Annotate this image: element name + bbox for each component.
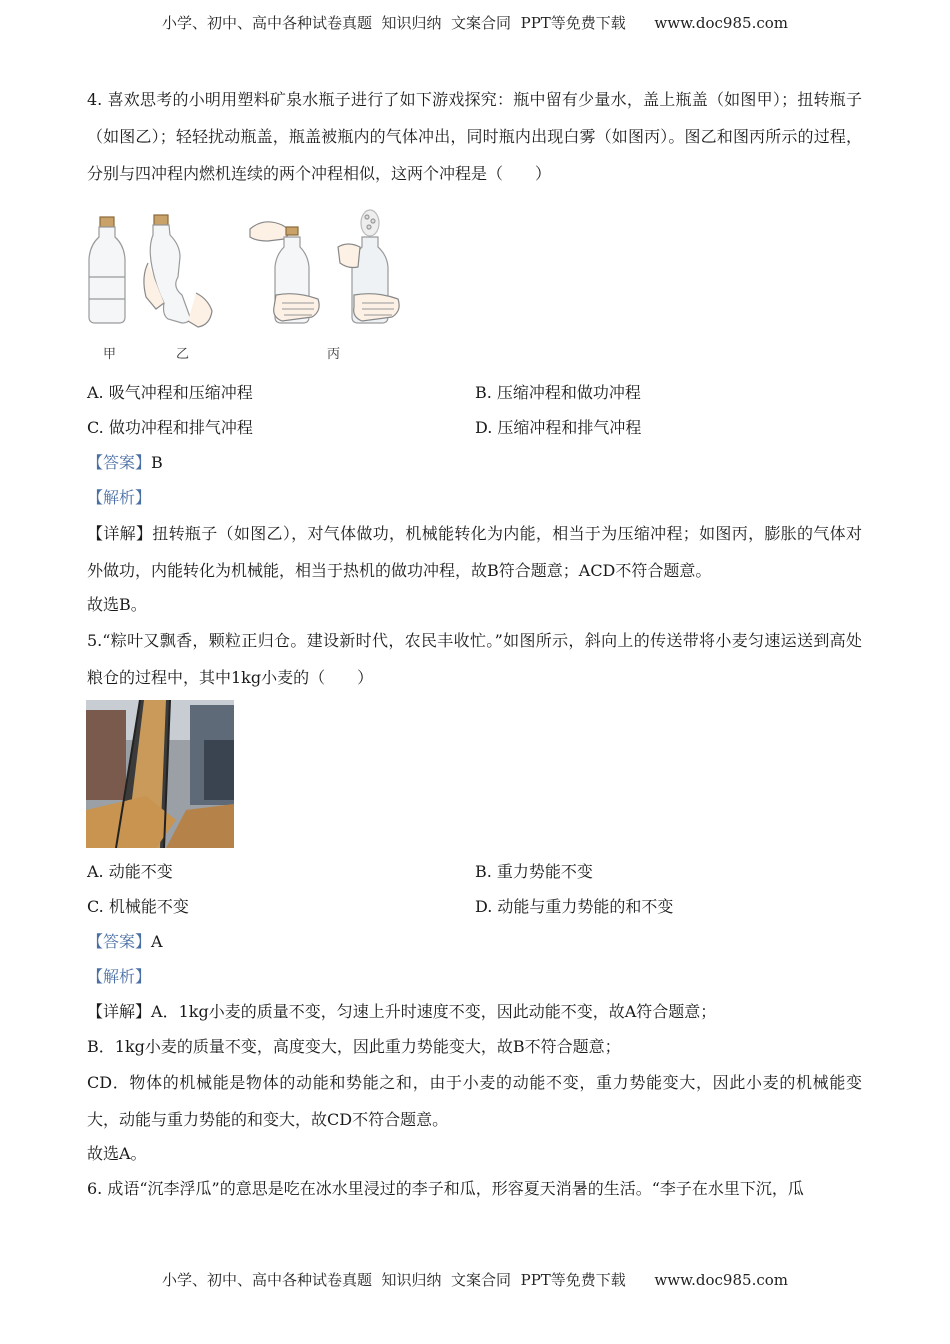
answer-value: A: [151, 932, 163, 951]
bottle-experiment-figure: [86, 207, 416, 357]
question-6-stem: 6. 成语“沉李浮瓜”的意思是吃在冰水里浸过的李子和瓜，形容夏天消暑的生活。“李子在水里下沉，瓜: [87, 1179, 804, 1198]
caption-jia: 甲: [103, 347, 117, 362]
conveyor-belt-photo: [86, 700, 234, 848]
q5-analysis-tag: 【解析】: [87, 967, 152, 986]
question-4-stem: 4. 喜欢思考的小明用塑料矿泉水瓶子进行了如下游戏探究：瓶中留有少量水，盖上瓶盖（如图甲）；扭转瓶子（如图乙）；轻轻扰动瓶盖，瓶盖被瓶内的气体冲出，同时瓶内出现白雾（如图丙）。图乙和图丙所示的过程，分别与四冲程内燃机连续的两个冲程相似，这两个冲程是（ ）: [87, 90, 862, 183]
q5-option-d: D. 动能与重力势能的和不变: [475, 897, 674, 916]
q5-detail-cd: CD．物体的机械能是物体的动能和势能之和，由于小麦的动能不变，重力势能变大，因此小麦的机械能变大，动能与重力势能的和变大，故CD不符合题意。: [87, 1073, 862, 1129]
answer-value: B: [151, 453, 163, 472]
bottle-jia: [89, 217, 125, 323]
caption-yi: 乙: [176, 347, 190, 362]
page-footer: 小学、初中、高中各种试卷真题 知识归纳 文案合同 PPT等免费下载 www.doc985.com: [161, 1271, 788, 1289]
page-header: 小学、初中、高中各种试卷真题 知识归纳 文案合同 PPT等免费下载 www.doc985.com: [161, 14, 788, 32]
caption-bing: 丙: [327, 347, 341, 362]
bottle-yi: [144, 215, 212, 327]
bottle-bing-2: [338, 210, 399, 323]
q4-option-c: C. 做功冲程和排气冲程: [87, 418, 253, 437]
q5-option-c: C. 机械能不变: [87, 897, 189, 916]
q5-answer: [87, 931, 163, 953]
question-5-stem: 5.“粽叶又飘香，颗粒正归仓。建设新时代，农民丰收忙。”如图所示，斜向上的传送带将小麦匀速运送到高处粮仓的过程中，其中1kg小麦的（ ）: [87, 631, 862, 687]
answer-tag: 【答案】: [87, 453, 152, 472]
detail-text: A．1kg小麦的质量不变，匀速上升时速度不变，因此动能不变，故A符合题意；: [151, 1002, 717, 1021]
bottle-bing-1: [250, 222, 319, 323]
q5-detail-b: B．1kg小麦的质量不变，高度变大，因此重力势能变大，故B不符合题意；: [87, 1037, 621, 1056]
q5-option-b: B. 重力势能不变: [475, 862, 593, 881]
q4-analysis-tag: 【解析】: [87, 488, 152, 507]
q5-option-a: A. 动能不变: [87, 862, 173, 881]
q4-option-d: D. 压缩冲程和排气冲程: [475, 418, 642, 437]
q4-conclusion: 故选B。: [87, 595, 147, 614]
q4-option-b: B. 压缩冲程和做功冲程: [475, 383, 641, 402]
detail-tag: 【详解】: [87, 524, 153, 543]
q4-option-a: A. 吸气冲程和压缩冲程: [87, 383, 253, 402]
answer-tag: 【答案】: [87, 932, 152, 951]
q5-conclusion: 故选A。: [87, 1144, 147, 1163]
detail-text: 扭转瓶子（如图乙），对气体做功，机械能转化为内能，相当于为压缩冲程；如图丙，膨胀的气体对外做功，内能转化为机械能，相当于热机的做功冲程，故B符合题意；ACD不符合题意。: [87, 524, 862, 580]
q5-detail-a: [87, 1001, 716, 1023]
q4-detail: [87, 515, 862, 589]
detail-tag: 【详解】: [87, 1002, 152, 1021]
q4-answer: [87, 452, 163, 474]
